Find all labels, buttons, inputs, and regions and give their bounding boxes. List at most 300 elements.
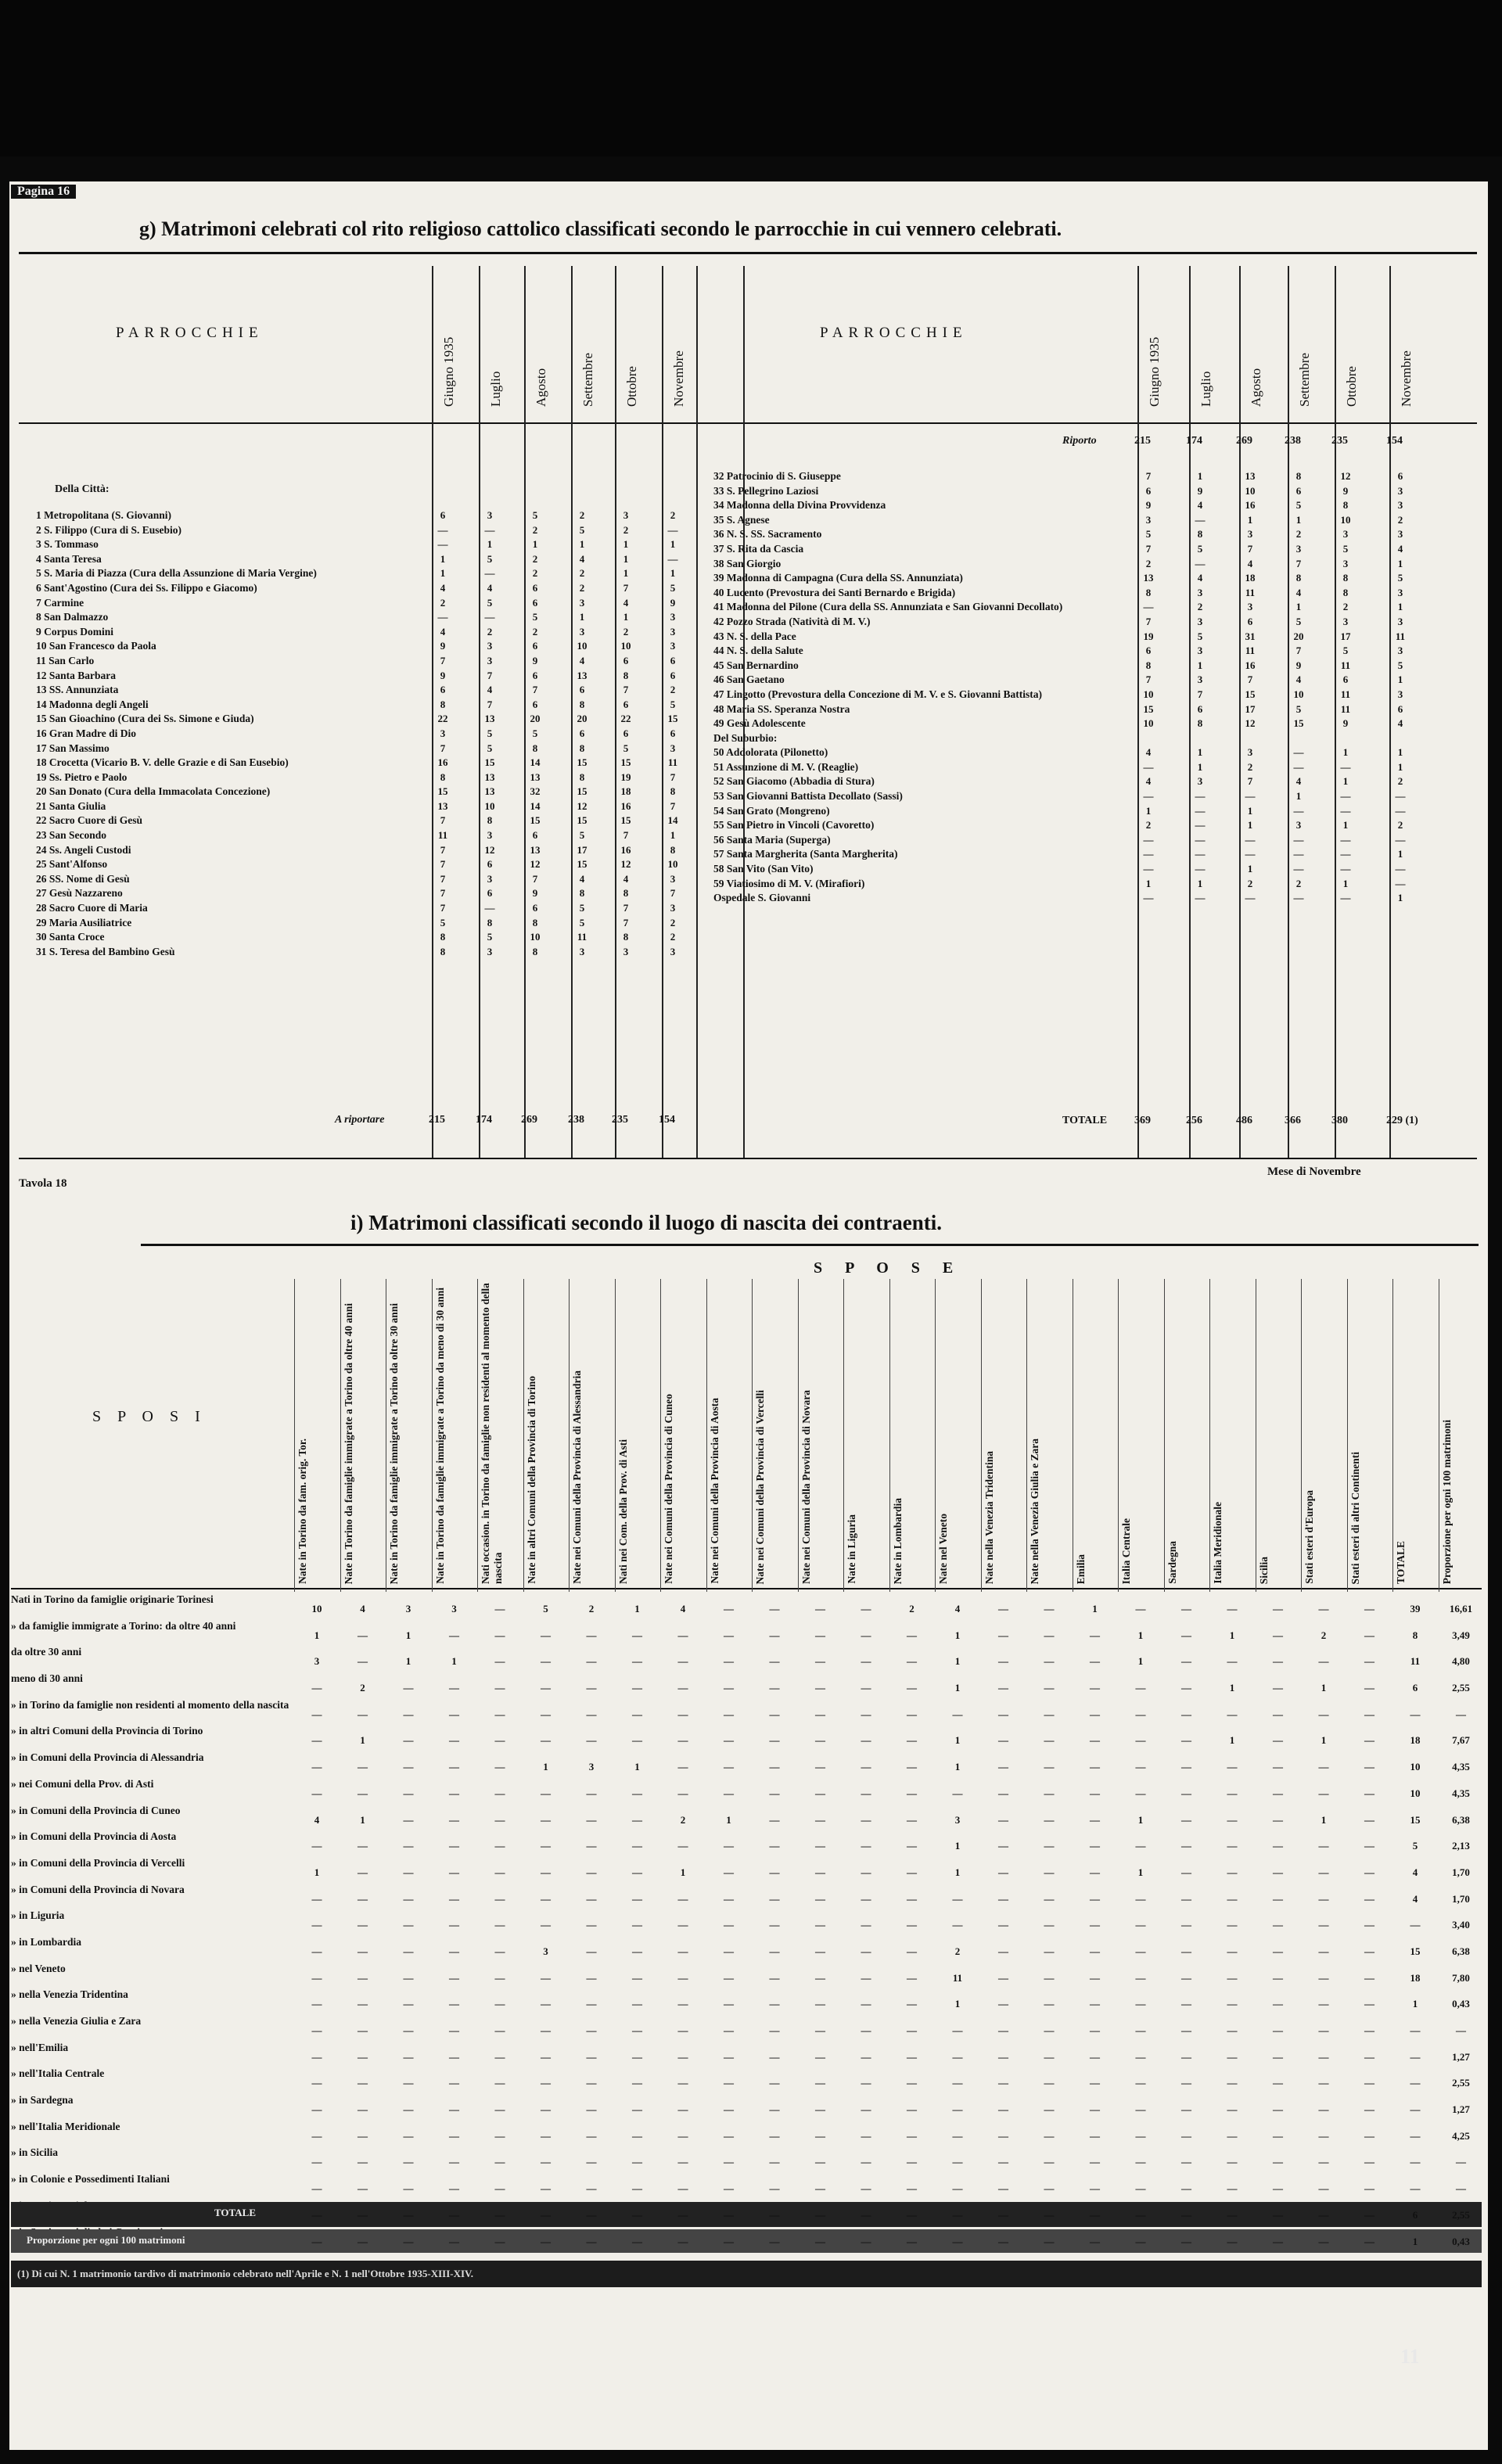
table-cell: — bbox=[586, 2103, 597, 2116]
table-cell: 1 bbox=[1197, 746, 1203, 759]
table-cell: 1 bbox=[670, 829, 676, 842]
left-total-cell: 238 bbox=[568, 1114, 584, 1126]
table-cell: — bbox=[1245, 848, 1256, 860]
table-cell: 4 bbox=[1295, 673, 1302, 686]
list-item: 53 San Giovanni Battista Decollato (Sassi) bbox=[713, 790, 903, 803]
table-cell: — bbox=[1340, 892, 1351, 904]
table-cell: 13 bbox=[1143, 572, 1154, 584]
table-cell: — bbox=[586, 1629, 597, 1641]
table-cell: 2 bbox=[588, 1603, 595, 1615]
spose-col-header bbox=[1209, 1279, 1256, 1592]
sposi-row: » in Sardegna bbox=[11, 2094, 74, 2107]
list-item: 2 S. Filippo (Cura di S. Eusebio) bbox=[36, 523, 182, 536]
spose-col-header bbox=[523, 1279, 570, 1592]
table-cell: — bbox=[632, 1998, 642, 2010]
table-cell: 1,70 bbox=[1452, 1892, 1470, 1905]
table-cell: 11 bbox=[1340, 702, 1351, 715]
spose-col-header bbox=[843, 1279, 890, 1592]
table-cell: — bbox=[1044, 1629, 1055, 1641]
table-cell: 11 bbox=[1245, 586, 1256, 598]
table-cell: 1 bbox=[954, 1734, 961, 1747]
table-cell: — bbox=[1135, 2024, 1146, 2036]
table-cell: 15 bbox=[577, 785, 588, 798]
table-cell: — bbox=[815, 1813, 825, 1826]
table-cell: — bbox=[586, 2129, 597, 2142]
table-cell: — bbox=[449, 2103, 459, 2116]
sposi-row: » in Sicilia bbox=[11, 2146, 59, 2159]
table-cell: — bbox=[1143, 833, 1154, 846]
table-cell: — bbox=[1273, 2182, 1283, 2195]
table-cell: — bbox=[724, 1919, 734, 1931]
table-cell: — bbox=[1143, 790, 1154, 803]
table-cell: — bbox=[861, 2103, 871, 2116]
table-cell: — bbox=[769, 1708, 780, 1720]
table-cell: — bbox=[1227, 1708, 1238, 1720]
table-cell: — bbox=[677, 1708, 688, 1720]
table-cell: — bbox=[1364, 2024, 1374, 2036]
list-item: 6 Sant'Agostino (Cura dei Ss. Filippo e Giacomo) bbox=[36, 581, 257, 594]
table-cell: — bbox=[1044, 1708, 1055, 1720]
table-cell: 8 bbox=[1295, 572, 1302, 584]
blank-cell bbox=[1328, 731, 1363, 746]
table-cell: 8 bbox=[487, 916, 493, 928]
table-cell: — bbox=[494, 2129, 505, 2142]
table-cell: — bbox=[1364, 2050, 1374, 2063]
table-cell: 18 bbox=[1410, 1971, 1421, 1984]
table-cell: 2 bbox=[1295, 877, 1302, 889]
table-cell: 6 bbox=[532, 829, 538, 842]
spose-col-header-text: Emilia bbox=[1074, 1553, 1087, 1584]
table-cell: 7 bbox=[670, 887, 676, 900]
table-cell: — bbox=[586, 2077, 597, 2089]
table-cell: 1 bbox=[1247, 804, 1253, 817]
spose-col-header bbox=[935, 1279, 982, 1592]
table-cell: — bbox=[1293, 833, 1304, 846]
table-cell: 1 bbox=[623, 538, 629, 551]
month-header-left: Novembre bbox=[671, 350, 686, 407]
table-cell: 3 bbox=[623, 945, 629, 957]
table-cell: — bbox=[1364, 1919, 1374, 1931]
table-cell: — bbox=[724, 1655, 734, 1668]
table-cell: — bbox=[952, 2077, 963, 2089]
table-cell: 7 bbox=[440, 887, 446, 900]
table-cell: 1 bbox=[1197, 877, 1203, 889]
top-dark-band bbox=[0, 0, 1502, 156]
month-header-left: Agosto bbox=[534, 368, 548, 407]
table-cell: — bbox=[724, 2050, 734, 2063]
sposi-row: » nel Veneto bbox=[11, 1962, 66, 1974]
table-cell: 1 bbox=[1397, 746, 1403, 759]
table-cell: — bbox=[586, 2050, 597, 2063]
table-cell: — bbox=[724, 1603, 734, 1615]
sposi-row: » in Comuni della Provincia di Cuneo bbox=[11, 1804, 181, 1816]
table-cell: — bbox=[907, 1971, 917, 1984]
table-cell: — bbox=[1181, 2077, 1191, 2089]
table-cell: — bbox=[586, 1998, 597, 2010]
spose-label: S P O S E bbox=[814, 1259, 963, 1277]
table-cell: — bbox=[1227, 1761, 1238, 1773]
table-cell: — bbox=[311, 2156, 322, 2168]
spose-col-values bbox=[1216, 1596, 1249, 2254]
table-cell: 9 bbox=[532, 887, 538, 900]
table-cell: — bbox=[449, 1682, 459, 1694]
right-carry-cell: 215 bbox=[1134, 435, 1151, 447]
table-cell: — bbox=[815, 1892, 825, 1905]
table-cell: 4 bbox=[623, 872, 629, 885]
table-cell: 1 bbox=[1247, 513, 1253, 526]
table-cell: — bbox=[1293, 863, 1304, 875]
table-cell: 15 bbox=[667, 713, 678, 725]
table-cell: 1 bbox=[954, 1998, 961, 2010]
list-item: 19 Ss. Pietro e Paolo bbox=[36, 770, 128, 783]
table-cell: — bbox=[1273, 1682, 1283, 1694]
table-cell: — bbox=[541, 2129, 551, 2142]
table-cell: — bbox=[403, 1840, 414, 1852]
table-cell: — bbox=[494, 1998, 505, 2010]
table-cell: 10 bbox=[667, 858, 678, 871]
table-cell: 2 bbox=[670, 931, 676, 943]
table-cell: — bbox=[494, 1787, 505, 1799]
table-cell: — bbox=[494, 2077, 505, 2089]
left-month-values bbox=[518, 508, 552, 959]
table-cell: — bbox=[541, 1892, 551, 1905]
table-cell: 7 bbox=[487, 669, 493, 681]
spose-col-header-text: TOTALE bbox=[1395, 1540, 1407, 1584]
table-cell: 4 bbox=[1412, 1892, 1418, 1905]
spose-col-header-text: Proporzione per ogni 100 matrimoni bbox=[1440, 1419, 1453, 1584]
table-cell: 17 bbox=[1340, 630, 1351, 642]
table-cell: 1 bbox=[405, 1629, 411, 1641]
table-cell: — bbox=[1318, 2235, 1329, 2247]
table-cell: 3 bbox=[543, 1945, 548, 1957]
table-cell: — bbox=[541, 1708, 551, 1720]
table-cell: — bbox=[1364, 1655, 1374, 1668]
table-cell: 1 bbox=[360, 1734, 365, 1747]
table-cell: 1 bbox=[405, 1655, 411, 1668]
table-cell: 11 bbox=[1245, 645, 1256, 657]
table-cell: 4 bbox=[954, 1603, 961, 1615]
table-cell: 6 bbox=[623, 727, 629, 739]
table-cell: 3 bbox=[1197, 645, 1203, 657]
table-cell: — bbox=[632, 2103, 642, 2116]
table-cell: 20 bbox=[1293, 630, 1304, 642]
month-header-right: Ottobre bbox=[1344, 366, 1359, 407]
table-cell: — bbox=[403, 1787, 414, 1799]
title-rule bbox=[19, 252, 1477, 254]
table-cell: — bbox=[1044, 1971, 1055, 1984]
table-cell: — bbox=[437, 538, 448, 551]
month-header-right: Agosto bbox=[1249, 368, 1263, 407]
table-cell: — bbox=[769, 1945, 780, 1957]
table-cell: 1 bbox=[1145, 804, 1152, 817]
table-cell: — bbox=[1044, 2182, 1055, 2195]
table-cell: — bbox=[952, 2103, 963, 2116]
table-cell: 1 bbox=[1197, 659, 1203, 671]
table-cell: 5 bbox=[532, 611, 538, 623]
table-cell: — bbox=[769, 1971, 780, 1984]
table-cell: — bbox=[403, 1866, 414, 1878]
table-cell: 3 bbox=[1397, 688, 1403, 700]
list-item: 45 San Bernardino bbox=[713, 659, 799, 671]
table-cell: — bbox=[677, 1787, 688, 1799]
table-cell: 20 bbox=[530, 713, 541, 725]
table-cell: 1 bbox=[623, 567, 629, 580]
table-cell: — bbox=[1410, 2129, 1421, 2142]
table-cell: — bbox=[586, 1945, 597, 1957]
table-cell: — bbox=[998, 1734, 1008, 1747]
table-cell: 5 bbox=[1295, 702, 1302, 715]
table-cell: — bbox=[998, 1682, 1008, 1694]
table-cell: 8 bbox=[623, 931, 629, 943]
table-cell: — bbox=[1456, 2182, 1466, 2195]
table-cell: 7 bbox=[440, 872, 446, 885]
sposi-row: Nati in Torino da famiglie originarie Torinesi bbox=[11, 1593, 214, 1605]
table-cell: 1,27 bbox=[1452, 2103, 1470, 2116]
table-cell: — bbox=[769, 1761, 780, 1773]
table-cell: 9 bbox=[1295, 659, 1302, 671]
table-cell: 2 bbox=[909, 1603, 914, 1615]
table-cell: — bbox=[907, 1655, 917, 1668]
table-cell: — bbox=[1318, 1919, 1329, 1931]
table-cell: 3 bbox=[579, 596, 585, 609]
list-item: 50 Addolorata (Pilonetto) bbox=[713, 746, 828, 759]
table-cell: — bbox=[1364, 2208, 1374, 2221]
table-cell: — bbox=[311, 1734, 322, 1747]
table-cell: — bbox=[1395, 833, 1406, 846]
table-cell: — bbox=[1044, 2156, 1055, 2168]
table-cell: 1 bbox=[532, 538, 538, 551]
table-cell: — bbox=[724, 1998, 734, 2010]
table-cell: — bbox=[1090, 2156, 1100, 2168]
table-cell: — bbox=[494, 1866, 505, 1878]
table-cell: — bbox=[1340, 790, 1351, 803]
table-cell: 18 bbox=[1410, 1734, 1421, 1747]
table-cell: 10 bbox=[1410, 1787, 1421, 1799]
table-cell: — bbox=[815, 2077, 825, 2089]
sposi-row: » nei Comuni della Prov. di Asti bbox=[11, 1777, 154, 1790]
spose-col-values bbox=[1170, 1596, 1203, 2254]
table-cell: 3 bbox=[487, 945, 493, 957]
list-item: 13 SS. Annunziata bbox=[36, 684, 119, 696]
table-cell: — bbox=[998, 1708, 1008, 1720]
right-total-cell: 369 bbox=[1134, 1115, 1151, 1126]
table-cell: 1 bbox=[1145, 877, 1152, 889]
table-cell: — bbox=[952, 1919, 963, 1931]
table-cell: — bbox=[1181, 1998, 1191, 2010]
table-cell: — bbox=[769, 1734, 780, 1747]
table-cell: — bbox=[541, 1734, 551, 1747]
table-cell: 2 bbox=[1247, 877, 1253, 889]
table-cell: — bbox=[449, 1866, 459, 1878]
page-label: Pagina 16 bbox=[11, 185, 76, 199]
table-cell: — bbox=[632, 2024, 642, 2036]
table-cell: — bbox=[861, 1971, 871, 1984]
right-carry-cell: 154 bbox=[1386, 435, 1403, 447]
table-cell: 4 bbox=[1145, 775, 1152, 788]
table-cell: 6 bbox=[1397, 470, 1403, 482]
table-cell: 7 bbox=[440, 902, 446, 914]
table-cell: — bbox=[1273, 1708, 1283, 1720]
list-item: 51 Assunzione di M. V. (Reaglie) bbox=[713, 760, 859, 773]
table-cell: — bbox=[541, 2182, 551, 2195]
table-cell: — bbox=[998, 1629, 1008, 1641]
table-cell: 2,55 bbox=[1452, 1682, 1470, 1694]
table-cell: — bbox=[632, 1813, 642, 1826]
table-cell: 2,55 bbox=[1452, 2077, 1470, 2089]
table-cell: — bbox=[1227, 2024, 1238, 2036]
table-cell: — bbox=[724, 2077, 734, 2089]
list-item: 26 SS. Nome di Gesù bbox=[36, 872, 130, 885]
table-cell: — bbox=[861, 1708, 871, 1720]
table-cell: 7 bbox=[440, 858, 446, 871]
table-cell: — bbox=[1090, 1708, 1100, 1720]
table-cell: — bbox=[1318, 2182, 1329, 2195]
table-cell: 1 bbox=[634, 1761, 640, 1773]
table-cell: — bbox=[449, 2050, 459, 2063]
table-cell: — bbox=[449, 2024, 459, 2036]
table-cell: — bbox=[586, 1708, 597, 1720]
table-cell: — bbox=[632, 1840, 642, 1852]
table-cell: — bbox=[677, 1655, 688, 1668]
table-cell: — bbox=[1181, 2235, 1191, 2247]
table-cell: — bbox=[1195, 819, 1206, 832]
table-cell: 9 bbox=[440, 640, 446, 652]
table-cell: — bbox=[403, 2156, 414, 2168]
table-cell: — bbox=[998, 1919, 1008, 1931]
table-cell: 3 bbox=[1342, 528, 1349, 541]
spose-col-header bbox=[981, 1279, 1028, 1592]
table-cell: 22 bbox=[437, 713, 448, 725]
table-cell: 13 bbox=[530, 770, 541, 783]
table-cell: 2 bbox=[532, 523, 538, 536]
left-month-values bbox=[473, 508, 507, 959]
table-cell: 5 bbox=[1397, 572, 1403, 584]
table-cell: — bbox=[815, 1629, 825, 1641]
table-cell: 10 bbox=[1245, 484, 1256, 497]
table-cell: — bbox=[1318, 1840, 1329, 1852]
table-cell: 1 bbox=[1229, 1734, 1235, 1747]
table-cell: — bbox=[1181, 1945, 1191, 1957]
table-cell: — bbox=[1456, 2156, 1466, 2168]
table-cell: — bbox=[815, 1998, 825, 2010]
table-cell: — bbox=[815, 1603, 825, 1615]
table-cell: 10 bbox=[1143, 688, 1154, 700]
table-cell: — bbox=[541, 1787, 551, 1799]
table-cell: — bbox=[586, 1655, 597, 1668]
right-parish-list bbox=[713, 469, 1136, 906]
table-cell: — bbox=[861, 2182, 871, 2195]
table-cell: — bbox=[1340, 804, 1351, 817]
table-cell: 15 bbox=[1410, 1813, 1421, 1826]
table-cell: — bbox=[1135, 1708, 1146, 1720]
table-cell: 4 bbox=[440, 625, 446, 638]
table-cell: — bbox=[632, 2208, 642, 2221]
table-cell: — bbox=[1090, 1998, 1100, 2010]
table-cell: 15 bbox=[577, 756, 588, 769]
table-cell: — bbox=[677, 1919, 688, 1931]
spose-col-header bbox=[752, 1279, 799, 1592]
table-cell: 15 bbox=[1245, 688, 1256, 700]
table-cell: — bbox=[586, 2235, 597, 2247]
table-cell: — bbox=[1318, 2103, 1329, 2116]
table-cell: 1 bbox=[954, 1866, 961, 1878]
list-item: 59 Viatiosimo di M. V. (Mirafiori) bbox=[713, 877, 865, 889]
table-cell: — bbox=[861, 2235, 871, 2247]
list-item: 11 San Carlo bbox=[36, 654, 95, 666]
table-cell: 8 bbox=[1342, 499, 1349, 512]
table-cell: 10 bbox=[311, 1603, 322, 1615]
table-cell: — bbox=[1318, 1761, 1329, 1773]
sposi-row: » nell'Italia Meridionale bbox=[11, 2120, 120, 2132]
table-cell: — bbox=[586, 2182, 597, 2195]
table-cell: 6 bbox=[623, 654, 629, 666]
center-divider bbox=[696, 266, 698, 1158]
table-cell: — bbox=[632, 2156, 642, 2168]
table-cell: — bbox=[1044, 1603, 1055, 1615]
header-rule bbox=[19, 422, 1477, 424]
right-total-label: TOTALE bbox=[1062, 1115, 1108, 1126]
table-cell: — bbox=[1181, 2156, 1191, 2168]
table-cell: 7 bbox=[532, 872, 538, 885]
table-cell: — bbox=[1135, 2208, 1146, 2221]
right-month-values bbox=[1383, 469, 1418, 906]
list-item: 46 San Gaetano bbox=[713, 673, 785, 686]
table-cell: — bbox=[1195, 557, 1206, 569]
table-cell: — bbox=[907, 2050, 917, 2063]
table-cell: — bbox=[1227, 1787, 1238, 1799]
table-cell: — bbox=[449, 1787, 459, 1799]
table-cell: 3 bbox=[1295, 819, 1302, 832]
table-cell: — bbox=[998, 2235, 1008, 2247]
table-cell: — bbox=[861, 1840, 871, 1852]
table-cell: — bbox=[358, 2024, 368, 2036]
table-cell: — bbox=[403, 2208, 414, 2221]
spose-col-values bbox=[392, 1596, 425, 2254]
list-item: 24 Ss. Angeli Custodi bbox=[36, 843, 131, 856]
left-month-values bbox=[609, 508, 643, 959]
section-i-rule bbox=[141, 1244, 1479, 1246]
table-cell: 13 bbox=[1245, 470, 1256, 482]
right-month-values bbox=[1183, 469, 1217, 906]
left-total-cell: 174 bbox=[476, 1114, 492, 1126]
table-cell: — bbox=[677, 1998, 688, 2010]
table-cell: — bbox=[907, 1734, 917, 1747]
table-cell: — bbox=[1044, 1840, 1055, 1852]
list-item: 57 Santa Margherita (Santa Margherita) bbox=[713, 848, 898, 860]
table-cell: 8 bbox=[440, 945, 446, 957]
table-cell: — bbox=[358, 2103, 368, 2116]
table-cell: 6 bbox=[623, 698, 629, 710]
table-cell: — bbox=[1364, 2129, 1374, 2142]
sposi-row: » in Colonie e Possedimenti Italiani bbox=[11, 2173, 170, 2186]
table-cell: — bbox=[358, 1787, 368, 1799]
table-cell: 7 bbox=[670, 799, 676, 812]
table-cell: — bbox=[724, 2129, 734, 2142]
table-cell: 3 bbox=[623, 509, 629, 521]
table-cell: — bbox=[358, 1945, 368, 1957]
table-cell: 3 bbox=[487, 640, 493, 652]
table-cell: — bbox=[861, 2208, 871, 2221]
spose-col-header-text: Nate nella Venezia Giulia e Zara bbox=[1029, 1438, 1040, 1584]
table-cell: — bbox=[358, 2182, 368, 2195]
left-month-values bbox=[656, 508, 690, 959]
table-cell: 2 bbox=[532, 567, 538, 580]
table-cell: — bbox=[358, 1998, 368, 2010]
table-cell: — bbox=[1227, 2077, 1238, 2089]
header-parrocchie-left: PARROCCHIE bbox=[116, 325, 264, 341]
table-cell: 1 bbox=[1137, 1655, 1144, 1668]
table-cell: 8 bbox=[1342, 586, 1349, 598]
